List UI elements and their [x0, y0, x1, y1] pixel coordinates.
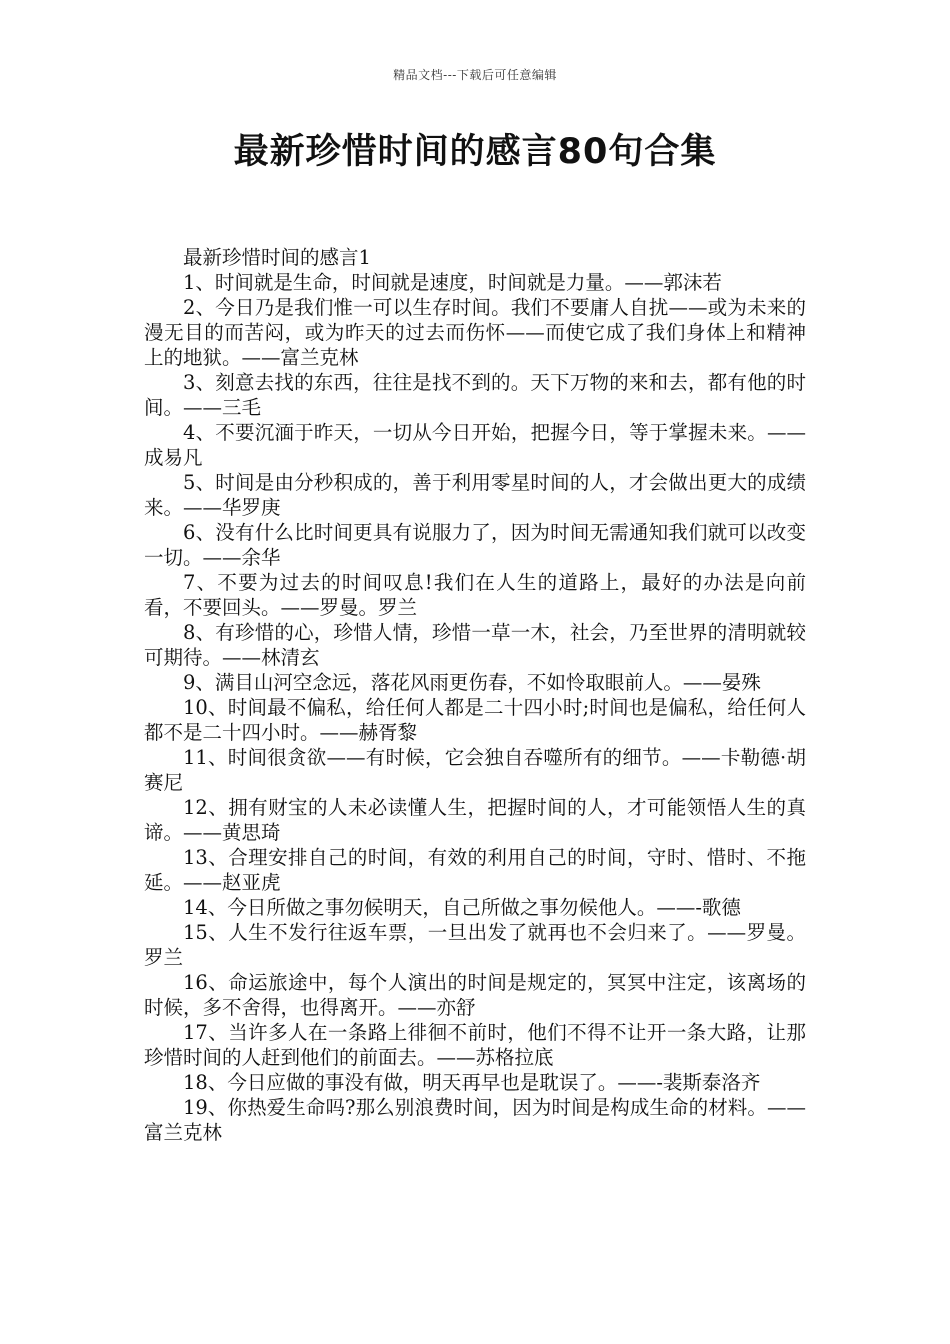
quote-paragraph: 8、有珍惜的心，珍惜人情，珍惜一草一木，社会，乃至世界的清明就较可期待。——林清玄 [144, 621, 806, 669]
quote-paragraph: 13、合理安排自己的时间，有效的利用自己的时间，守时、惜时、不拖延。——赵亚虎 [144, 846, 806, 894]
section-heading: 最新珍惜时间的感言1 [183, 246, 371, 269]
quote-paragraph: 7、不要为过去的时间叹息!我们在人生的道路上，最好的办法是向前看，不要回头。——罗曼。罗兰 [144, 571, 806, 619]
document-title: 最新珍惜时间的感言80句合集 [233, 132, 717, 172]
quote-paragraph: 9、满目山河空念远，落花风雨更伤春，不如怜取眼前人。——晏殊 [183, 671, 761, 694]
quote-paragraph: 1、时间就是生命，时间就是速度，时间就是力量。——郭沫若 [183, 271, 722, 294]
quote-paragraph: 6、没有什么比时间更具有说服力了，因为时间无需通知我们就可以改变一切。——余华 [144, 521, 806, 569]
quote-paragraph: 11、时间很贪欲——有时候，它会独自吞噬所有的细节。——卡勒德·胡赛尼 [144, 746, 806, 794]
quote-paragraph: 3、刻意去找的东西，往往是找不到的。天下万物的来和去，都有他的时间。——三毛 [144, 371, 806, 419]
quote-paragraph: 17、当许多人在一条路上徘徊不前时，他们不得不让开一条大路，让那珍惜时间的人赶到他们的前面去。——苏格拉底 [144, 1021, 806, 1069]
quote-paragraph: 5、时间是由分秒积成的，善于利用零星时间的人，才会做出更大的成绩来。——华罗庚 [144, 471, 806, 519]
header-note: 精品文档---下载后可任意编辑 [393, 68, 557, 82]
quote-paragraph: 19、你热爱生命吗?那么别浪费时间，因为时间是构成生命的材料。——富兰克林 [144, 1096, 806, 1144]
quote-paragraph: 14、今日所做之事勿候明天，自己所做之事勿候他人。——-歌德 [183, 896, 741, 919]
quote-paragraph: 15、人生不发行往返车票，一旦出发了就再也不会归来了。——罗曼。罗兰 [144, 921, 806, 969]
quote-paragraph: 12、拥有财宝的人未必读懂人生，把握时间的人，才可能领悟人生的真谛。——黄思琦 [144, 796, 806, 844]
quote-paragraph: 4、不要沉湎于昨天，一切从今日开始，把握今日，等于掌握未来。——成易凡 [144, 421, 806, 469]
quote-paragraph: 2、今日乃是我们惟一可以生存时间。我们不要庸人自扰——或为未来的漫无目的而苦闷，或为昨天的过去而伤怀——而使它成了我们身体上和精神上的地狱。——富兰克林 [144, 296, 806, 369]
quote-paragraph: 10、时间最不偏私，给任何人都是二十四小时;时间也是偏私，给任何人都不是二十四小时。——赫胥黎 [144, 696, 806, 744]
quote-paragraph: 18、今日应做的事没有做，明天再早也是耽误了。——-裴斯泰洛齐 [183, 1071, 761, 1094]
quote-paragraph: 16、命运旅途中，每个人演出的时间是规定的，冥冥中注定，该离场的时候，多不舍得，也得离开。——亦舒 [144, 971, 806, 1019]
document-body [144, 245, 806, 1145]
